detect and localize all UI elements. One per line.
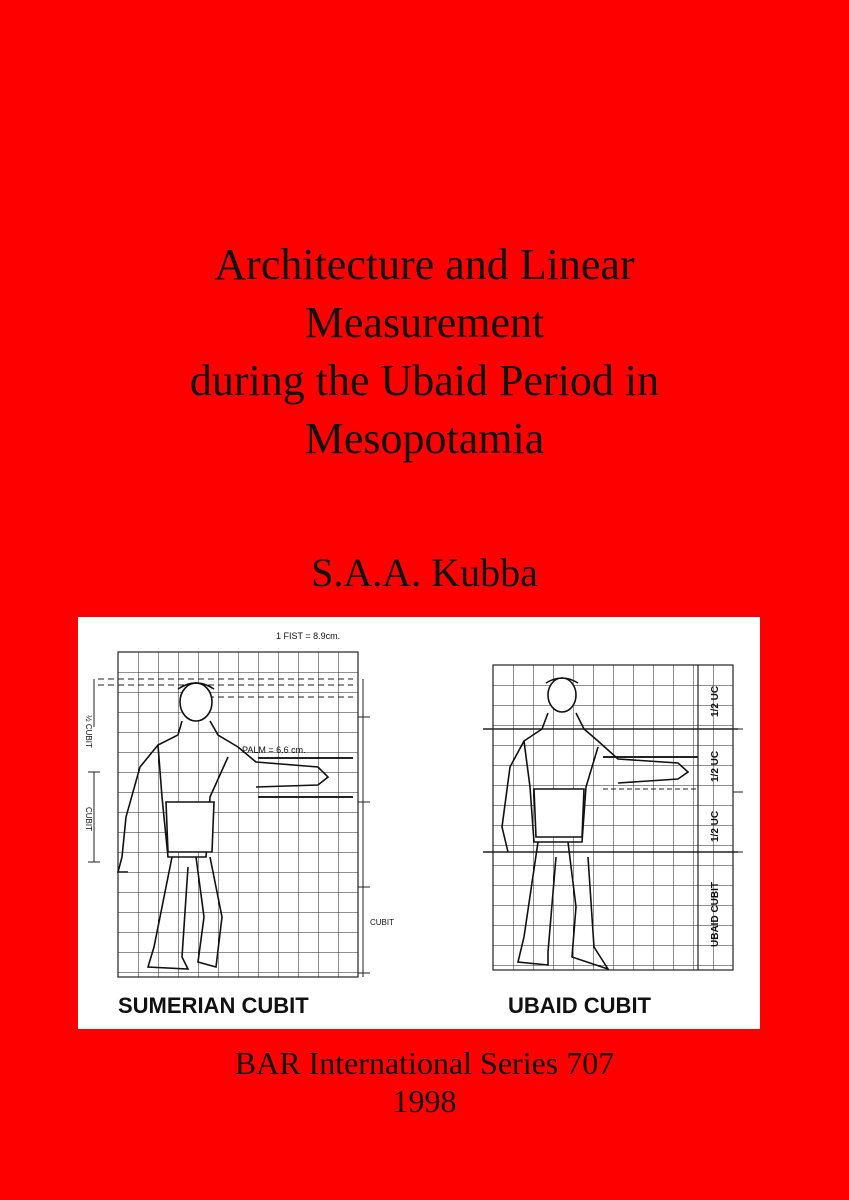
- title-line-4: Mesopotamia: [304, 414, 545, 463]
- sumerian-grid: [88, 652, 370, 977]
- fist-label: 1 FIST = 8.9cm.: [276, 631, 341, 641]
- ubaid-grid: [483, 665, 743, 970]
- title-line-1: Architecture and Linear: [214, 240, 635, 289]
- title-line-2: Measurement: [304, 298, 545, 347]
- ubaid-label-4: UBAID CUBIT: [710, 882, 721, 947]
- ubaid-label-3: 1/2 UC: [710, 810, 721, 842]
- ubaid-label-1: 1/2 UC: [710, 685, 721, 717]
- cubit-drawing: [78, 617, 760, 1029]
- cubit-vertical-label: CUBIT: [84, 807, 93, 831]
- cover-illustration: [78, 617, 760, 1029]
- ubaid-caption: UBAID CUBIT: [508, 993, 651, 1018]
- author-name: S.A.A. Kubba: [311, 550, 538, 595]
- sumerian-caption: SUMERIAN CUBIT: [118, 993, 309, 1018]
- cubit-right-label: CUBIT: [370, 918, 394, 927]
- book-title: [0, 236, 849, 468]
- palm-label: PALM = 6.6 cm.: [242, 745, 306, 755]
- publication-year: 1998: [392, 1083, 457, 1119]
- title-line-3: during the Ubaid Period in: [189, 356, 660, 405]
- ubaid-label-2: 1/2 UC: [710, 750, 721, 782]
- series-info: [0, 1044, 849, 1120]
- half-cubit-label: ½ CUBIT: [84, 715, 93, 748]
- series-name: BAR International Series 707: [234, 1045, 615, 1081]
